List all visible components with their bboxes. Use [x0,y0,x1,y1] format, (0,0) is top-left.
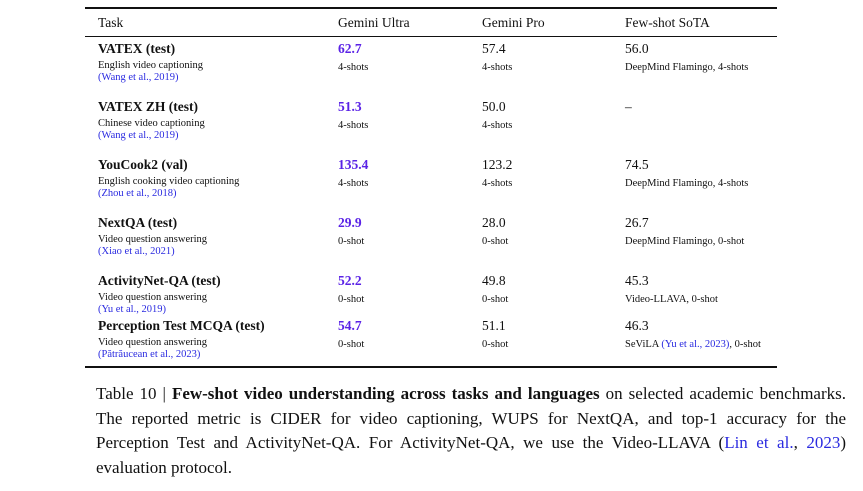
caption-cite-open: ( [718,433,725,452]
ultra-note: 0-shot [338,236,365,247]
task-citation-link[interactable]: (Yu et al., 2019) [98,304,166,315]
task-description: Video question answering [98,337,208,348]
task-description: Video question answering [98,234,208,245]
pro-score: 123.2 [482,157,513,172]
pro-score: 49.8 [482,273,506,288]
ultra-score: 52.2 [338,273,362,288]
task-name: VATEX ZH (test) [98,99,198,114]
header-gemini-pro: Gemini Pro [482,15,545,30]
pro-note: 4-shots [482,62,513,73]
ultra-note: 4-shots [338,120,369,131]
ultra-score: 135.4 [338,157,369,172]
header-task: Task [98,15,124,30]
task-citation-link[interactable]: (Wang et al., 2019) [98,72,179,83]
sota-score: 74.5 [625,157,649,172]
ultra-score: 54.7 [338,318,362,333]
task-description: English cooking video captioning [98,176,240,187]
table-row [98,215,330,258]
task-description: Video question answering [98,292,208,303]
sota-note-prefix: SeViLA [625,339,662,350]
ultra-score: 62.7 [338,41,362,56]
task-citation-link[interactable]: (Xiao et al., 2021) [98,246,175,257]
ultra-note: 0-shot [338,339,365,350]
caption-label: Table 10 | [96,384,172,403]
sota-note: DeepMind Flamingo, 4-shots [625,178,749,189]
header-few-shot-sota: Few-shot SoTA [625,15,710,30]
caption-title: Few-shot video understanding across tasks and languages [171,384,600,403]
task-name: VATEX (test) [98,41,176,56]
pro-score: 51.1 [482,318,506,333]
sota-note: DeepMind Flamingo, 0-shot [625,236,745,247]
task-citation-link[interactable]: (Pătrăucean et al., 2023) [98,349,201,360]
caption-text-end: evaluation protocol. [96,457,232,477]
sota-score: 45.3 [625,273,649,288]
task-citation-link[interactable]: (Zhou et al., 2018) [98,188,177,199]
sota-note: Video-LLAVA, 0-shot [625,294,718,305]
pro-score: 28.0 [482,215,506,230]
ultra-score: 29.9 [338,215,362,230]
table-caption [96,382,846,480]
caption-citation-year-link[interactable]: 2023 [806,433,841,452]
table-top-rule [85,7,777,9]
sota-score: 56.0 [625,41,649,56]
caption-citation-author-link[interactable]: Lin et al. [724,433,794,452]
task-name: NextQA (test) [98,215,178,230]
pro-score: 57.4 [482,41,506,56]
ultra-note: 0-shot [338,294,365,305]
sota-citation-link[interactable]: (Yu et al., 2023) [661,339,730,350]
sota-score: 26.7 [625,215,649,230]
pro-note: 4-shots [482,120,513,131]
pro-note: 0-shot [482,236,509,247]
sota-score: 46.3 [625,318,649,333]
header-gemini-ultra: Gemini Ultra [338,15,410,30]
task-name: YouCook2 (val) [98,157,188,172]
task-name: ActivityNet-QA (test) [98,273,221,288]
table-row [98,157,330,200]
table-row [98,318,330,361]
caption-text: on selected academic benchmarks. The reported metric is CIDER for video captioning, WUPS for NextQA, and top-1 accuracy for the Perception Test and ActivityNet-QA. For ActivityNet-QA, we use the Video-LLAVA [96,384,846,452]
pro-note: 4-shots [482,178,513,189]
ultra-note: 4-shots [338,62,369,73]
pro-note: 0-shot [482,339,509,350]
task-description: English video captioning [98,60,203,71]
caption-cite-sep: , [793,433,807,452]
sota-note: DeepMind Flamingo, 4-shots [625,62,749,73]
table-row [98,99,330,142]
task-name: Perception Test MCQA (test) [98,318,265,333]
table-header-rule [85,36,777,37]
table-bottom-rule [85,366,777,368]
table-row [98,273,330,316]
task-description: Chinese video captioning [98,118,205,129]
table-row [98,41,330,84]
task-citation-link[interactable]: (Wang et al., 2019) [98,130,179,141]
ultra-score: 51.3 [338,99,362,114]
ultra-note: 4-shots [338,178,369,189]
pro-note: 0-shot [482,294,509,305]
pro-score: 50.0 [482,99,506,114]
sota-score: – [625,99,632,114]
sota-note-suffix: , 0-shot [729,339,761,350]
caption-cite-close: ) [840,433,847,452]
sota-note [625,339,761,351]
